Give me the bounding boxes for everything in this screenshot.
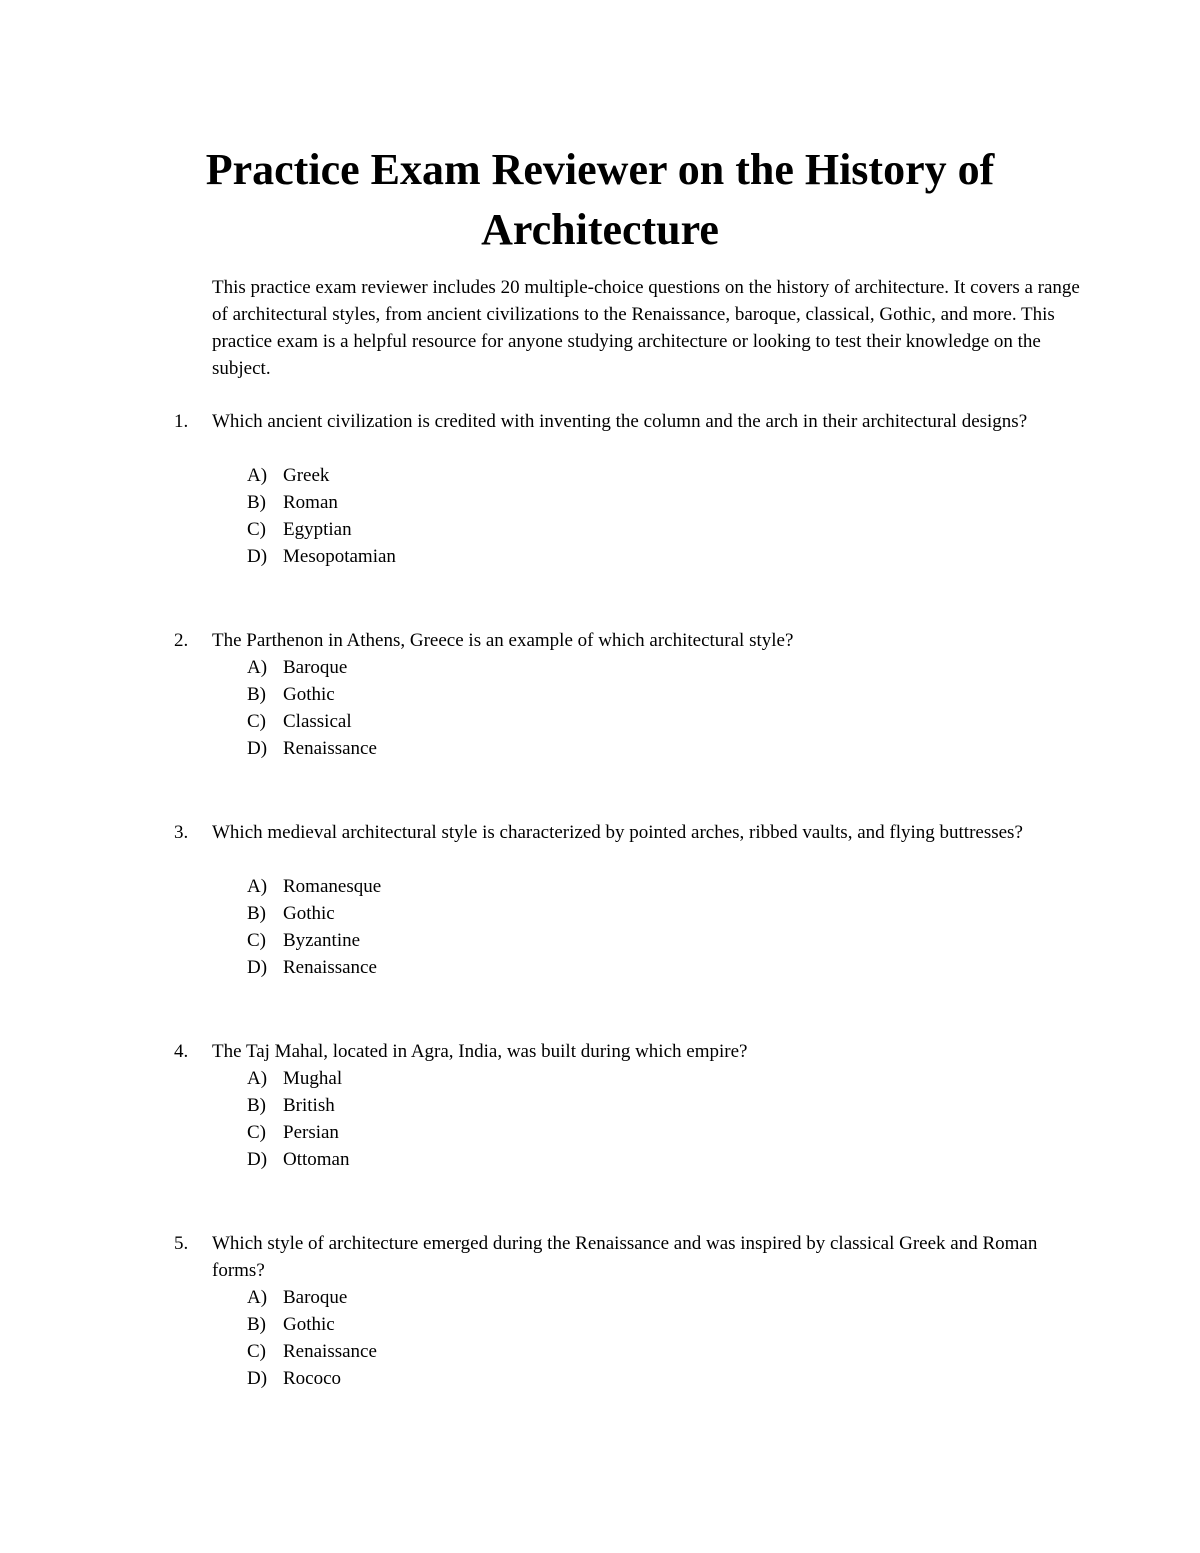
option-letter: C) xyxy=(247,711,266,732)
option-letter: C) xyxy=(247,930,266,951)
answer-option-d xyxy=(0,1146,1200,1173)
answer-option-d xyxy=(0,954,1200,981)
option-text: Romanesque xyxy=(283,876,382,897)
option-text: Greek xyxy=(283,465,330,486)
question-text: Which ancient civilization is credited with inventing the column and the arch in their architectural designs? xyxy=(212,411,1028,432)
answer-option-b xyxy=(0,1311,1200,1338)
question-text: Which medieval architectural style is characterized by pointed arches, ribbed vaults, and flying buttresses? xyxy=(212,822,1023,843)
option-letter: D) xyxy=(247,1368,268,1389)
question-text: The Parthenon in Athens, Greece is an example of which architectural style? xyxy=(212,630,794,651)
option-letter: A) xyxy=(247,657,268,678)
option-text: Mughal xyxy=(283,1068,343,1089)
option-letter: C) xyxy=(247,1122,266,1143)
option-letter: A) xyxy=(247,1068,268,1089)
option-letter: D) xyxy=(247,1149,268,1170)
answer-option-a xyxy=(0,462,1200,489)
option-text: Byzantine xyxy=(283,930,361,951)
option-letter: D) xyxy=(247,546,268,567)
question-number: 3. xyxy=(174,822,189,843)
option-letter: B) xyxy=(247,684,266,705)
question-number: 1. xyxy=(174,411,189,432)
answer-option-b xyxy=(0,1092,1200,1119)
option-text: Baroque xyxy=(283,1287,348,1308)
option-letter: B) xyxy=(247,1095,266,1116)
option-text: Ottoman xyxy=(283,1149,350,1170)
option-letter: B) xyxy=(247,492,266,513)
answer-option-a xyxy=(0,873,1200,900)
option-text: Renaissance xyxy=(283,957,377,978)
answer-option-b xyxy=(0,681,1200,708)
answer-option-c xyxy=(0,1119,1200,1146)
answer-option-b xyxy=(0,900,1200,927)
answer-option-c xyxy=(0,708,1200,735)
option-text: Mesopotamian xyxy=(283,546,396,567)
option-text: Gothic xyxy=(283,684,335,705)
page-title: Practice Exam Reviewer on the History of Architecture xyxy=(205,145,995,254)
option-letter: A) xyxy=(247,876,268,897)
option-letter: B) xyxy=(247,903,266,924)
answer-option-d xyxy=(0,735,1200,762)
answer-option-d xyxy=(0,543,1200,570)
option-text: Baroque xyxy=(283,657,348,678)
option-text: Rococo xyxy=(283,1368,342,1389)
option-letter: A) xyxy=(247,1287,268,1308)
answer-option-b xyxy=(0,489,1200,516)
answer-option-d xyxy=(0,1365,1200,1392)
option-letter: A) xyxy=(247,465,268,486)
option-text: Egyptian xyxy=(283,519,352,540)
intro-paragraph: This practice exam reviewer includes 20 multiple-choice questions on the history of architecture. It covers a range of architectural styles, from ancient civilizations to the Renaissance, baroque, classical, Gothic, and more. This practice exam is a helpful resource for anyone studying architecture or looking to test their knowledge on the subject. xyxy=(212,277,1080,379)
question-text: The Taj Mahal, located in Agra, India, was built during which empire? xyxy=(212,1041,748,1062)
option-text: Persian xyxy=(283,1122,339,1143)
option-text: Gothic xyxy=(283,903,335,924)
answer-option-a xyxy=(0,1065,1200,1092)
option-letter: B) xyxy=(247,1314,266,1335)
answer-option-a xyxy=(0,654,1200,681)
option-text: Renaissance xyxy=(283,738,377,759)
option-letter: D) xyxy=(247,957,268,978)
option-text: Renaissance xyxy=(283,1341,377,1362)
option-letter: C) xyxy=(247,1341,266,1362)
answer-option-c xyxy=(0,927,1200,954)
option-text: Roman xyxy=(283,492,338,513)
option-letter: C) xyxy=(247,519,266,540)
answer-option-a xyxy=(0,1284,1200,1311)
question-number: 2. xyxy=(174,630,189,651)
option-text: Classical xyxy=(283,711,352,732)
question-number: 4. xyxy=(174,1041,189,1062)
answer-option-c xyxy=(0,1338,1200,1365)
question-text: Which style of architecture emerged during the Renaissance and was inspired by classical Greek and Roman forms? xyxy=(212,1233,1038,1281)
option-text: British xyxy=(283,1095,335,1116)
answer-option-c xyxy=(0,516,1200,543)
option-letter: D) xyxy=(247,738,268,759)
option-text: Gothic xyxy=(283,1314,335,1335)
question-number: 5. xyxy=(174,1233,189,1254)
